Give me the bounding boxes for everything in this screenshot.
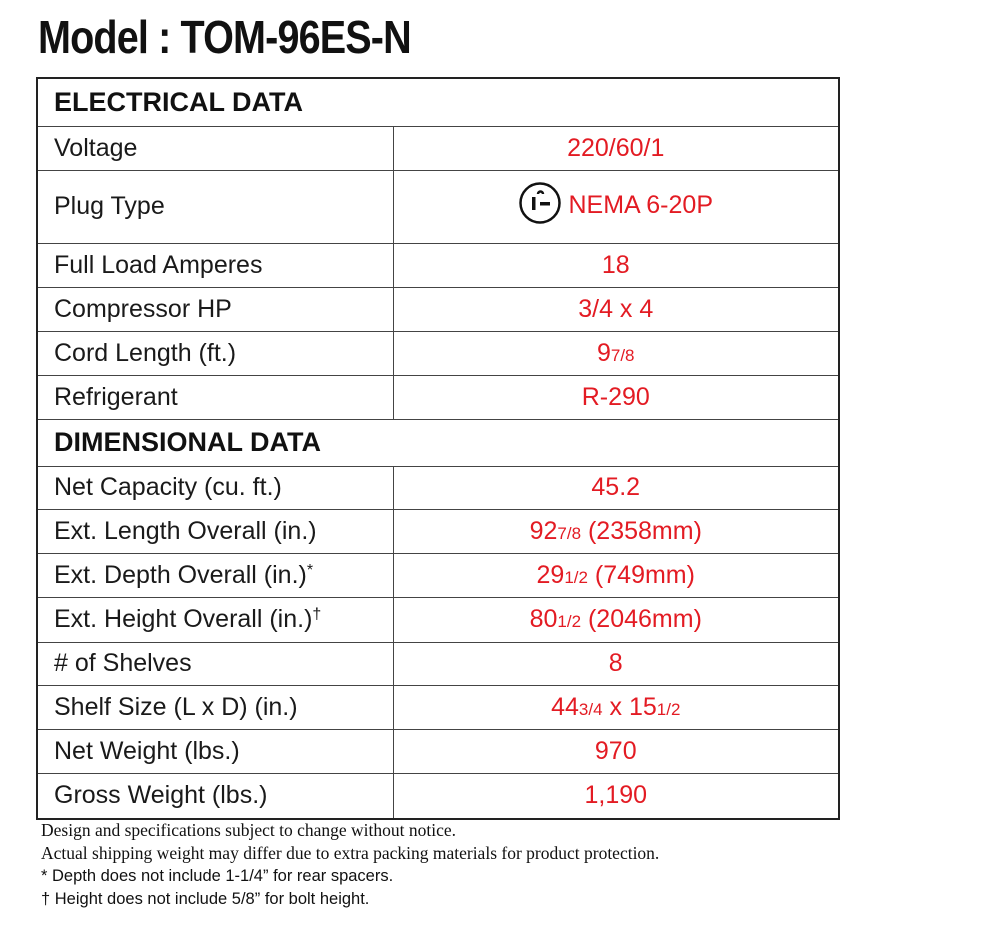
spec-value: 970	[393, 729, 839, 773]
spec-row-net-capacity	[37, 466, 839, 509]
spec-label: Cord Length (ft.)	[37, 331, 393, 375]
spec-label: Ext. Length Overall (in.)	[37, 509, 393, 553]
value-whole: 80	[529, 605, 558, 633]
note-depth: * Depth does not include 1-1/4” for rear spacers.	[41, 867, 394, 885]
section-row-electrical	[37, 78, 839, 126]
spec-value	[393, 597, 839, 642]
spec-value: 8	[393, 642, 839, 685]
value-fraction: 1/2	[557, 612, 582, 631]
spec-row-cord-length	[37, 331, 839, 375]
spec-value: 18	[393, 243, 839, 287]
value-fraction: 1/2	[564, 567, 588, 587]
note-design: Design and specifications subject to change without notice.	[41, 820, 457, 840]
section-heading-dimensional: DIMENSIONAL DATA	[37, 419, 839, 466]
spec-value	[393, 331, 839, 375]
value-metric: (2358mm)	[581, 516, 702, 545]
value-fraction: 7/8	[557, 523, 582, 543]
spec-label: Net Weight (lbs.)	[37, 729, 393, 773]
spec-row-net-weight	[37, 729, 839, 773]
spec-label: Shelf Size (L x D) (in.)	[37, 685, 393, 729]
spec-value: 45.2	[393, 466, 839, 509]
nema-6-20p-plug-icon	[518, 181, 562, 232]
label-text: Ext. Depth Overall (in.)	[54, 560, 307, 589]
value-whole: 15	[628, 692, 657, 721]
value-fraction: 7/8	[610, 345, 635, 365]
spec-row-shelf-size	[37, 685, 839, 729]
spec-value: 1,190	[393, 773, 839, 819]
spec-value: 3/4 x 4	[393, 287, 839, 331]
value-whole: 92	[529, 516, 558, 545]
spec-label: Gross Weight (lbs.)	[37, 773, 393, 819]
spec-row-plug-type	[37, 170, 839, 243]
section-heading-electrical: ELECTRICAL DATA	[37, 78, 839, 126]
spec-label	[37, 597, 393, 642]
spec-value	[393, 685, 839, 729]
value-fraction: 1/2	[656, 699, 681, 719]
spec-value: R-290	[393, 375, 839, 419]
spec-table	[36, 77, 840, 820]
value-metric: (2046mm)	[581, 605, 702, 633]
footnotes	[41, 819, 659, 911]
spec-row-full-load-amperes	[37, 243, 839, 287]
spec-value	[393, 170, 839, 243]
spec-value	[393, 553, 839, 597]
value-whole: 44	[551, 692, 579, 721]
spec-label: Compressor HP	[37, 287, 393, 331]
value-metric: (749mm)	[587, 560, 695, 589]
spec-value	[393, 509, 839, 553]
spec-label: # of Shelves	[37, 642, 393, 685]
spec-label: Plug Type	[37, 170, 393, 243]
spec-row-voltage	[37, 126, 839, 170]
value-whole: 9	[596, 338, 611, 367]
page-title: Model : TOM-96ES-N	[38, 11, 411, 63]
spec-row-ext-height	[37, 597, 839, 642]
value-whole: 29	[536, 560, 565, 589]
spec-value: 220/60/1	[393, 126, 839, 170]
plug-type-value: NEMA 6-20P	[568, 191, 713, 220]
note-height: † Height does not include 5/8” for bolt height.	[41, 890, 370, 908]
label-text: Ext. Height Overall (in.)	[54, 605, 313, 633]
value-fraction: 3/4	[578, 699, 603, 719]
footnote-mark: *	[306, 561, 314, 579]
note-shipping: Actual shipping weight may differ due to extra packing materials for product protection.	[41, 843, 660, 863]
spec-row-refrigerant	[37, 375, 839, 419]
section-row-dimensional	[37, 419, 839, 466]
footnote-mark: †	[312, 606, 322, 623]
spec-row-ext-length	[37, 509, 839, 553]
spec-label: Full Load Amperes	[37, 243, 393, 287]
spec-row-shelves	[37, 642, 839, 685]
spec-label	[37, 553, 393, 597]
spec-row-gross-weight	[37, 773, 839, 819]
spec-label: Net Capacity (cu. ft.)	[37, 466, 393, 509]
spec-row-compressor-hp	[37, 287, 839, 331]
spec-label: Refrigerant	[37, 375, 393, 419]
spec-label: Voltage	[37, 126, 393, 170]
spec-row-ext-depth	[37, 553, 839, 597]
value-separator: x	[602, 692, 629, 721]
